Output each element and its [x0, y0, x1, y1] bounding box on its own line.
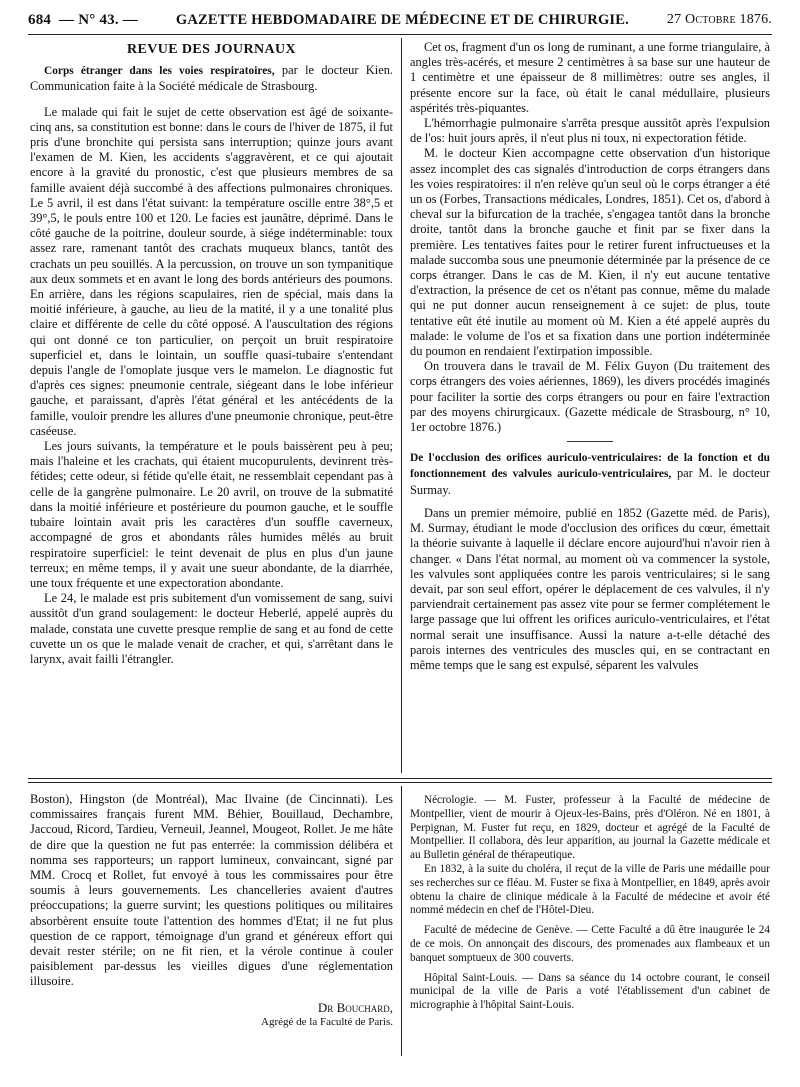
article2-heading — [410, 450, 770, 498]
article2-title: De l'occlusion des orifices auriculo-ventriculaires: de la fonction et du fonctionnement des valvules auriculo-ventriculaires, — [410, 452, 770, 481]
left-column — [30, 40, 393, 667]
paragraph: Le malade qui fait le sujet de cette observation est âgé de soixante-cinq ans, sa constitution est bonne: dans le cours de l'hiver de 1875, il fut pris d'une bronchite qui persista sans interruption; quinze jours avant l'examen de M. Kien, les accidents s'aggravèrent, et ce qui ajoutait encore à la gravité du pronostic, c'est que plusieurs membres de sa famille avaient déjà succombé à des affections pulmonaires chroniques. Le 5 avril, il est dans l'état suivant: la température oscille entre 38°,5 et 39°,5, le pouls entre 100 et 120. Le facies est jaunâtre, déprimé. Dans le côté gauche de la poitrine, douleur sourde, à siége indéterminable: toux assez rare, ramenant tantôt des crachats muqueux blancs, tantôt des crachats un peu souillés. A la percussion, on trouve un son tympanitique aux deux sommets et en avant le long des bords antérieurs des poumons. En arrière, dans les régions scapulaires, rien de spécial, mais dans la moitié inférieure, à gauche, au lieu de la matité, il y a une tonalité plus claire et différente de celle du côté opposé. A l'auscultation des régions qui ont donné ce ton particulier, on perçoit un bruit respiratoire superficiel et, dans le lointain, un souffle quasi-tubaire s'entendant depuis l'angle de l'omoplate jusque vers le mamelon. Le diagnostic fut d'après ces signes: pneumonie centrale, siégeant dans le lobe inférieur gauche, et paraissant, d'après l'état général et les antécédents de la famille, vouloir prendre les allures d'une pneumonie chronique, peut-être caséeuse. — [30, 104, 393, 438]
page-number: 684 — [28, 11, 52, 28]
signature-block — [30, 1000, 393, 1030]
article-byline: par le docteur Kien. Communication faite à la Société médicale de Strasbourg. — [30, 63, 393, 94]
feuilleton-rule-2 — [28, 782, 772, 783]
paragraph: M. le docteur Kien accompagne cette observation d'un historique assez incomplet des cas signalés d'introduction de corps étrangers dans les voies respiratoires: il n'en relève qu'un seul où le corps étranger a été un os (Forbes, Transactions médicales, Londres, 1851). Cet os, d'abord à cheval sur la bifurcation de la trachée, s'engagea tantôt dans la bronche droite, tantôt dans la bronche gauche et finit par se fixer dans la première. Les tentatives faites pour le retirer furent infructueuses et la malade succomba sous une pneumonie déterminée par la présence de ce corps étranger. Dans le cas de M. Kien, il n'y eut aucune tentative d'extraction, la présence de cet os n'étant pas connue, même du malade qui ne put donner aucun renseignement à ce sujet: de plus, toute tentative eût été inutile au moment où M. Kien a été appelé auprès du malade: le volume de l'os et sa fixation dans une portion indéterminée du poumon en rendaient l'extirpation impossible. — [410, 146, 770, 359]
feuilleton-left — [30, 792, 393, 1030]
article-title: Corps étranger dans les voies respiratoires, — [44, 65, 275, 78]
paragraph: Les jours suivants, la température et le pouls baissèrent peu à peu; mais l'haleine et les crachats, qui étaient mucopurulents, devinrent très-fétides; cette odeur, si fétide qu'elle était, ne ressemblait cependant pas à celle de la gangrène pulmonaire. Le 20 avril, on trouve de la submatité dans la moitié inférieure et postérieure du poumon gauche, et le souffle tubaire lointain avait pris les caractères d'un souffle caverneux, accompagné de gros et abondants râles humides mêlés au bruit respiratoire superficiel: le teint devenait de plus en plus d'un jaune terreux; en même temps, il y avait une sueur abondante, de la diarrhée, une toux fréquente et une expectoration abondante. — [30, 439, 393, 590]
paragraph: L'hémorrhagie pulmonaire s'arrêta presque aussitôt après l'expulsion de l'os: huit jours après, il n'eut plus ni toux, ni expectoration fétide. — [410, 116, 770, 146]
column-divider-bottom — [401, 786, 402, 1056]
feuilleton-rule-1 — [28, 778, 772, 779]
signature: Dr Bouchard, — [317, 999, 393, 1015]
issue-date: 27 Octobre 1876. — [666, 12, 772, 27]
news-item: Faculté de médecine de Genève. — Cette Faculté a dû être inaugurée le 24 de ce mois. On annonçait des discours, des promenades aux flambeaux et un banquet somptueux de 300 couverts. — [410, 924, 770, 964]
feuilleton-right — [410, 794, 770, 1013]
paragraph: On trouvera dans le travail de M. Félix Guyon (Du traitement des corps étrangers des voies aériennes, 1869), les divers procédés imaginés pour faciliter la sortie des corps étrangers ou pour en faire l'extraction par des moyens chirurgicaux. (Gazette médicale de Strasbourg, n° 10, 1er octobre 1876.) — [410, 359, 770, 435]
article-separator — [567, 441, 613, 442]
header-rule — [28, 34, 772, 35]
paragraph: Cet os, fragment d'un os long de ruminant, a une forme triangulaire, à angles très-acérés, et mesure 2 centimètres à sa base sur une hauteur de 1 centimètre et une épaisseur de 8 millimètres: outre ses angles, il présente encore sur la face, où était le canal médullaire, plusieurs aspérités très-piquantes. — [410, 40, 770, 115]
journal-title: GAZETTE HEBDOMADAIRE DE MÉDECINE ET DE CHIRURGIE. — [175, 11, 629, 28]
paragraph: Boston), Hingston (de Montréal), Mac Ilvaine (de Cincinnati). Les commissaires français furent MM. Béhier, Bouillaud, Dechambre, Jaccoud, Ricord, Tardieu, Verneuil, Jeannel, Mougeot, Rollet. Je me hâte de dire que la question ne fut pas enterrée: la commission délibéra et nomma ses rapporteurs; un rapport lumineux, convaincant, signé par MM. Crocq et Rollet, fut envoyé à tous les commissaires pour être soumis à leurs gouvernements. Les chancelleries avaient d'autres préoccupations; la guerre survint; les questions politiques ou militaires absorbèrent ensuite toute l'attention des hommes d'Etat; il ne fut plus question de ce rapport, témoignage d'un grand et généreux effort qui devait rester stérile; on ne fit rien, et la vérole continue à couler paisiblement par-dessus les vieilles digues d'une réglementation illusoire. — [30, 792, 393, 989]
column-divider-top — [401, 38, 402, 773]
news-item: Nécrologie. — M. Fuster, professeur à la Faculté de médecine de Montpellier, vient de mourir à Ojeux-les-Bains, près d'Oléron. Né en 1801, à Perpignan, M. Fuster fut reçu, en 1829, docteur et agrégé de la Faculté de Montpellier. Il collabora, dès leur apparition, au journal la Gazette médicale et au Bulletin général de thérapeutique. — [410, 794, 770, 862]
issue-number: — N° 43. — — [59, 11, 138, 28]
news-item: Hôpital Saint-Louis. — Dans sa séance du 14 octobre courant, le conseil municipal de la ville de Paris a voté l'établissement d'un cabinet de micrographie à l'hôpital Saint-Louis. — [410, 971, 770, 1012]
right-column — [410, 40, 770, 673]
paragraph: Dans un premier mémoire, publié en 1852 (Gazette méd. de Paris), M. Surmay, étudiant le mode d'occlusion des orifices du cœur, émettait la théorie suivante à laquelle il déclare encore aujourd'hui n'avoir rien à changer. « Dans l'état normal, au moment où va commencer la systole, les valvules sont appliquées contre les parois ventriculaires; si le sang devait, par son seul effort, opérer le déplacement de ces valvules, il n'y parviendrait certainement pas assez vite pour se fermer complétement le large passage que lui offrent les orifices auriculo-ventriculaires, et l'état normal serait une insuffisance. Aussi la nature a-t-elle détaché des parois internes des ventricules des muscles qui, en se contractant en même temps que le sang est expulsé, séparent les valvules — [410, 505, 770, 672]
paragraph: Le 24, le malade est pris subitement d'un vomissement de sang, suivi aussitôt d'un grand soulagement: le docteur Heberlé, appelé auprès du malade, constata une cuvette presque remplie de sang et au fond de cette cuvette un os que le malade venait de cracher, et qui, s'arrêtant dans le larynx, avait failli l'étrangler. — [30, 591, 393, 666]
section-title: REVUE DES JOURNAUX — [127, 42, 296, 57]
article2-byline: par M. le docteur Surmay. — [410, 466, 770, 497]
news-item: En 1832, à la suite du choléra, il reçut de la ville de Paris une médaille pour ses recherches sur ce fléau. M. Fuster se fixa à Montpellier, en 1849, après avoir obtenu la chaire de clinique médicale à la Faculté de médecine et avoir été nommé médecin en chef de l'Hôtel-Dieu. — [410, 862, 770, 917]
affiliation: Agrégé de la Faculté de Paris. — [261, 1015, 393, 1028]
page-header — [28, 8, 772, 32]
article-heading — [30, 63, 393, 94]
